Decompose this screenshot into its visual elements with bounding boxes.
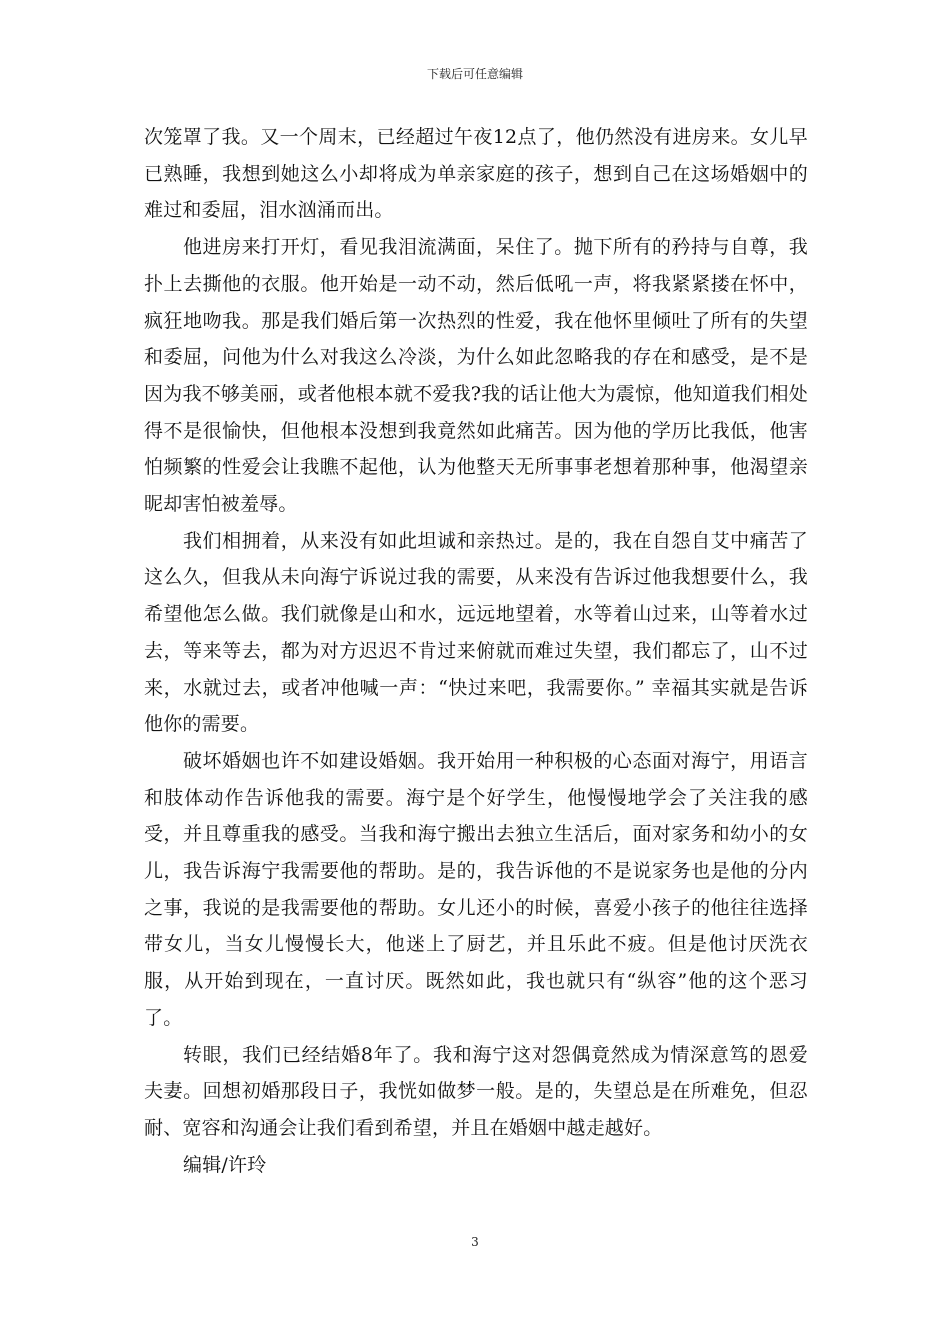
page-header: 下载后可任意编辑 bbox=[426, 67, 523, 81]
article-body bbox=[144, 119, 808, 1183]
page-number: 3 bbox=[471, 1235, 479, 1249]
editor-credit: 编辑/许玲 bbox=[183, 1153, 267, 1176]
paragraph: 他进房来打开灯，看见我泪流满面，呆住了。抛下所有的矜持与自尊，我扑上去撕他的衣服。他开始是一动不动，然后低吼一声，将我紧紧搂在怀中，疯狂地吻我。那是我们婚后第一次热烈的性爱，我在他怀里倾吐了所有的失望和委屈，问他为什么对我这么冷淡，为什么如此忽略我的存在和感受，是不是因为我不够美丽，或者他根本就不爱我?我的话让他大为震惊，他知道我们相处得不是很愉快，但他根本没想到我竟然如此痛苦。因为他的学历比我低，他害怕频繁的性爱会让我瞧不起他，认为他整天无所事事老想着那种事，他渴望亲昵却害怕被羞辱。 bbox=[144, 236, 808, 516]
paragraph-continuation: 次笼罩了我。又一个周末，已经超过午夜12点了，他仍然没有进房来。女儿早已熟睡，我想到她这么小却将成为单亲家庭的孩子，想到自己在这场婚姻中的难过和委屈，泪水汹涌而出。 bbox=[144, 126, 808, 222]
paragraph: 破坏婚姻也许不如建设婚姻。我开始用一种积极的心态面对海宁，用语言和肢体动作告诉他我的需要。海宁是个好学生，他慢慢地学会了关注我的感受，并且尊重我的感受。当我和海宁搬出去独立生活后，面对家务和幼小的女儿，我告诉海宁我需要他的帮助。是的，我告诉他的不是说家务也是他的分内之事，我说的是我需要他的帮助。女儿还小的时候，喜爱小孩子的他往往选择带女儿，当女儿慢慢长大，他迷上了厨艺，并且乐此不疲。但是他讨厌洗衣服，从开始到现在，一直讨厌。既然如此，我也就只有“纵容”他的这个恶习了。 bbox=[144, 749, 808, 1029]
paragraph: 我们相拥着，从来没有如此坦诚和亲热过。是的，我在自怨自艾中痛苦了这么久，但我从未向海宁诉说过我的需要，从来没有告诉过他我想要什么，我希望他怎么做。我们就像是山和水，远远地望着，水等着山过来，山等着水过去，等来等去，都为对方迟迟不肯过来俯就而难过失望，我们都忘了，山不过来，水就过去，或者冲他喊一声：“快过来吧，我需要你。” 幸福其实就是告诉他你的需要。 bbox=[144, 529, 808, 736]
paragraph: 转眼，我们已经结婚8年了。我和海宁这对怨偶竟然成为情深意笃的恩爱夫妻。回想初婚那段日子，我恍如做梦一般。是的，失望总是在所难免，但忍耐、宽容和沟通会让我们看到希望，并且在婚姻中越走越好。 bbox=[144, 1043, 808, 1139]
